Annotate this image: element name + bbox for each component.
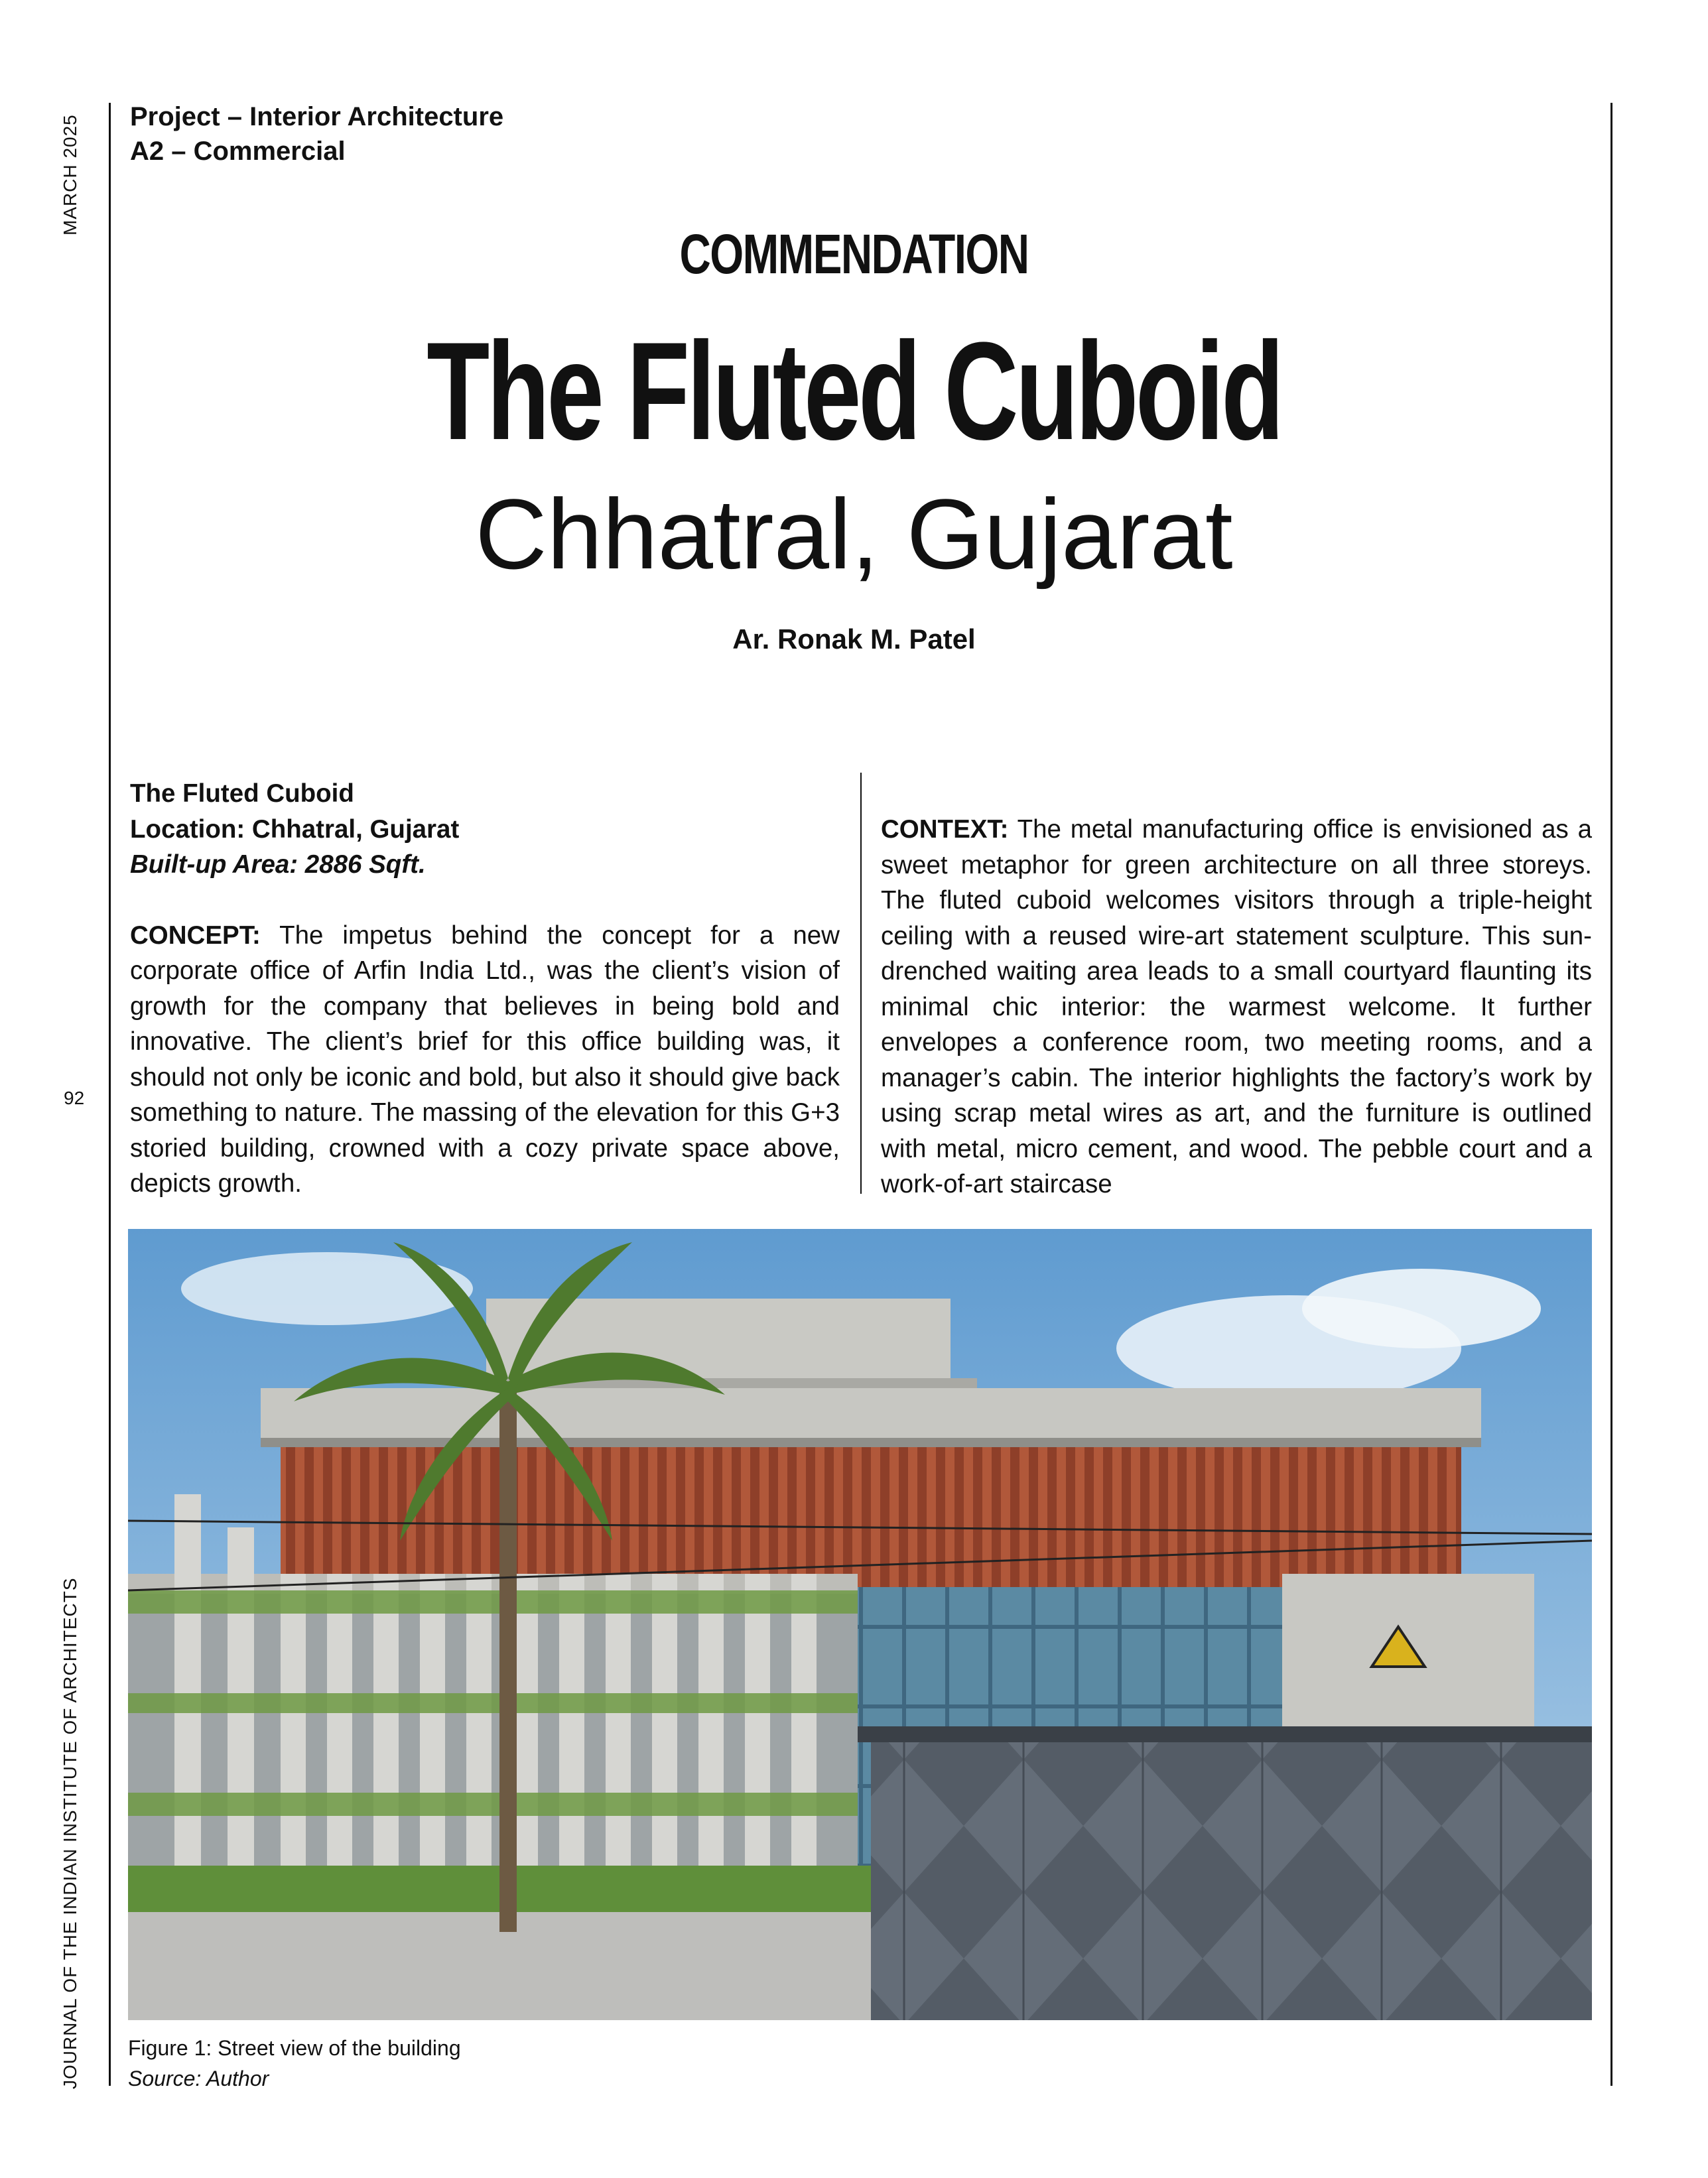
context-paragraph bbox=[881, 812, 1592, 1202]
section-subcategory: A2 – Commercial bbox=[130, 137, 346, 166]
figure-caption-block bbox=[128, 2033, 461, 2094]
column-divider bbox=[860, 773, 862, 1194]
figure-caption: Figure 1: Street view of the building bbox=[128, 2036, 461, 2060]
article-title: The Fluted Cuboid bbox=[427, 313, 1281, 469]
right-margin-rule bbox=[1610, 103, 1612, 2086]
right-column bbox=[881, 812, 1592, 1202]
figure-source: Source: Author bbox=[128, 2067, 269, 2090]
project-area: Built-up Area: 2886 Sqft. bbox=[130, 850, 426, 879]
context-label: CONTEXT: bbox=[881, 815, 1009, 844]
left-margin-rule bbox=[109, 103, 111, 2086]
issue-date: MARCH 2025 bbox=[60, 114, 80, 235]
journal-name: JOURNAL OF THE INDIAN INSTITUTE OF ARCHITECTS bbox=[60, 1577, 80, 2089]
street-view-photo bbox=[128, 1229, 1592, 2020]
page-number: 92 bbox=[64, 1088, 85, 1108]
left-column bbox=[130, 776, 840, 1202]
context-text: The metal manufacturing office is envisioned as a sweet metaphor for green architecture on all three storeys. The fluted cuboid welcomes visitors through a triple-height ceiling with a reused wire-art statement sculpture. This sun-drenched waiting area leads to a small courtyard flaunting its minimal chic interior: the warmest welcome. It further envelopes a conference room, two meeting rooms, and a manager’s cabin. The interior highlights the factory’s work by using scrap metal wires as art, and the furniture is outlined with metal, micro cement, and wood. The pebble court and a work-of-art staircase bbox=[881, 815, 1592, 1198]
fluted-facade bbox=[281, 1447, 1461, 1590]
stone-boundary-wall bbox=[871, 1740, 1592, 2020]
concept-paragraph bbox=[130, 918, 840, 1202]
section-category: Project – Interior Architecture bbox=[130, 102, 504, 131]
article-author: Ar. Ronak M. Patel bbox=[732, 623, 976, 655]
article-subtitle: Chhatral, Gujarat bbox=[475, 478, 1233, 590]
section-header bbox=[130, 99, 503, 168]
award-label: COMMENDATION bbox=[679, 223, 1029, 285]
project-location: Location: Chhatral, Gujarat bbox=[130, 814, 460, 844]
concept-label: CONCEPT: bbox=[130, 921, 261, 950]
concept-text: The impetus behind the concept for a new corporate office of Arfin India Ltd., was the client’s vision of growth for the company that believes in being bold and innovative. The client’s brief for this office building was, it should not only be iconic and bold, but also it should give back something to nature. The massing of the elevation for this G+3 storied building, crowned with a cozy private space above, depicts growth. bbox=[130, 921, 840, 1198]
project-name: The Fluted Cuboid bbox=[130, 779, 354, 808]
spacer bbox=[130, 883, 840, 918]
